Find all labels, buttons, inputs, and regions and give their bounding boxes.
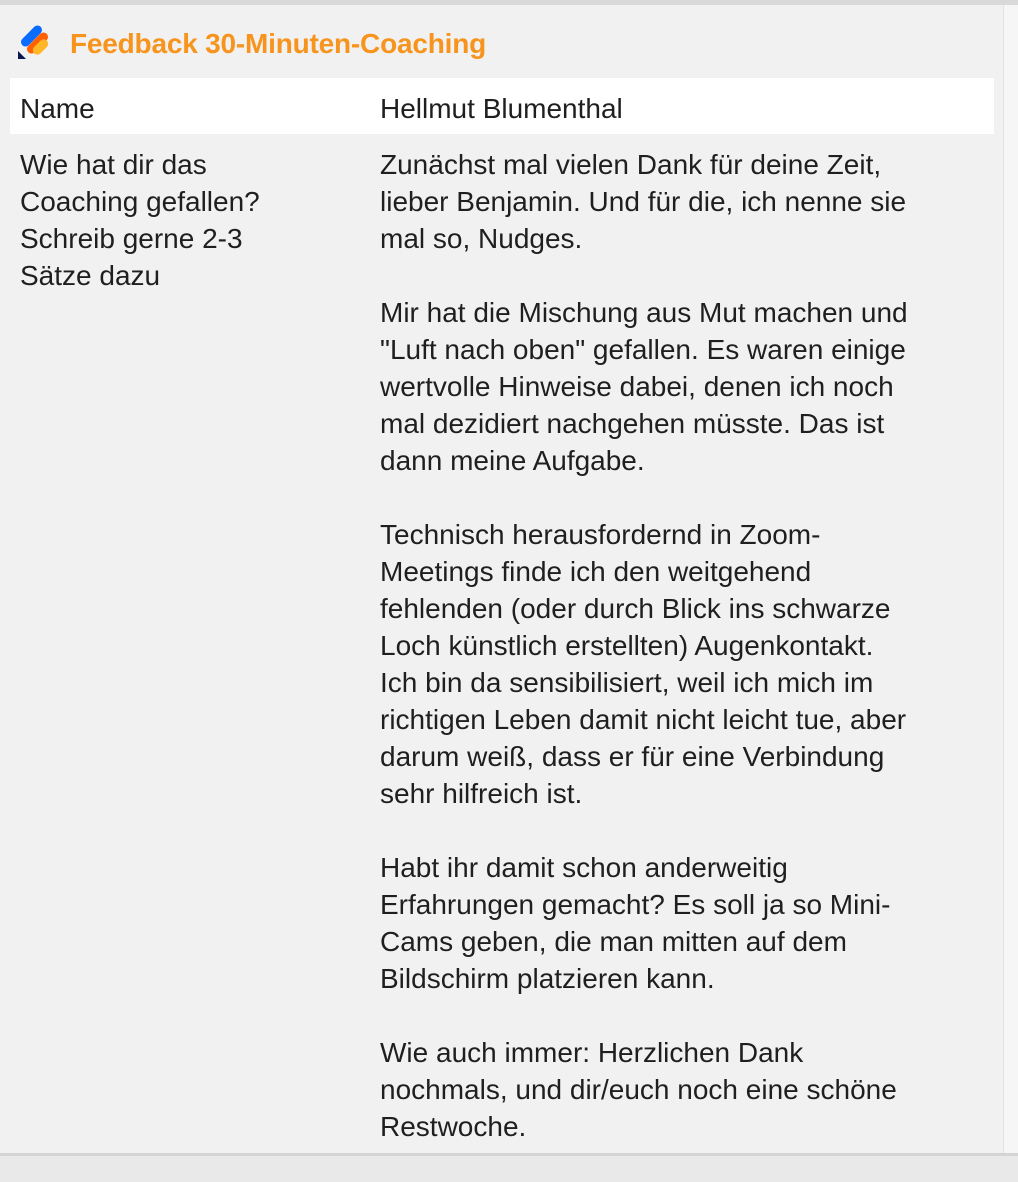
answer-line: Zunächst mal vielen Dank für deine Zeit, [380,149,882,180]
question-label-line: Wie hat dir das [20,149,207,180]
answer-row-name [10,78,994,134]
answer-line: Mir hat die Mischung aus Mut machen und [380,297,908,328]
answer-line: fehlenden (oder durch Blick ins schwarze [380,593,891,624]
question-label-line: Sätze dazu [20,260,161,291]
answer-line: sehr hilfreich ist. [380,778,583,809]
answer-line: mal so, Nudges. [380,223,583,254]
answer-line: Wie auch immer: Herzlichen Dank [380,1037,804,1068]
jotform-logo-icon [16,24,52,64]
question-label: Name [20,93,95,124]
answer-paragraph [380,849,990,997]
answer-paragraph [380,146,990,257]
answer-line: Ich bin da sensibilisiert, weil ich mich im [380,667,874,698]
form-header [16,22,486,66]
answer-line: darum weiß, dass er für eine Verbindung [380,741,885,772]
answer-line: dann meine Aufgabe. [380,445,645,476]
answer-line: Loch künstlich erstellten) Augenkontakt. [380,630,874,661]
answer-paragraph [380,1034,990,1145]
question-label [20,146,350,294]
answer-line: lieber Benjamin. Und für die, ich nenne sie [380,186,907,217]
answer-line: Restwoche. [380,1111,527,1142]
form-title: Feedback 30-Minuten-Coaching [70,28,487,59]
scrollbar-track[interactable] [1003,5,1018,1156]
answer-line: mal dezidiert nachgehen müsste. Das ist [380,408,885,439]
answer-line: Meetings finde ich den weitgehend [380,556,812,587]
answer-paragraph [380,294,990,479]
answer-line: wertvolle Hinweise dabei, denen ich noch [380,371,894,402]
answer-line: Habt ihr damit schon anderweitig [380,852,788,883]
answer-line: Bildschirm platzieren kann. [380,963,715,994]
answer-value: Hellmut Blumenthal [380,93,623,124]
answer-line: "Luft nach oben" gefallen. Es waren einige [380,334,906,365]
question-label-line: Schreib gerne 2-3 [20,223,243,254]
answer-row-feedback [10,134,994,1153]
question-label-line: Coaching gefallen? [20,186,260,217]
answer-line: richtigen Leben damit nicht leicht tue, aber [380,704,907,735]
answer-line: Erfahrungen gemacht? Es soll ja so Mini- [380,889,891,920]
answer-paragraph [380,516,990,812]
answer-line: Cams geben, die man mitten auf dem [380,926,847,957]
answer-line: Technisch herausfordernd in Zoom- [380,519,821,550]
answer-value [380,146,990,1182]
answer-line: nochmals, und dir/euch noch eine schöne [380,1074,897,1105]
